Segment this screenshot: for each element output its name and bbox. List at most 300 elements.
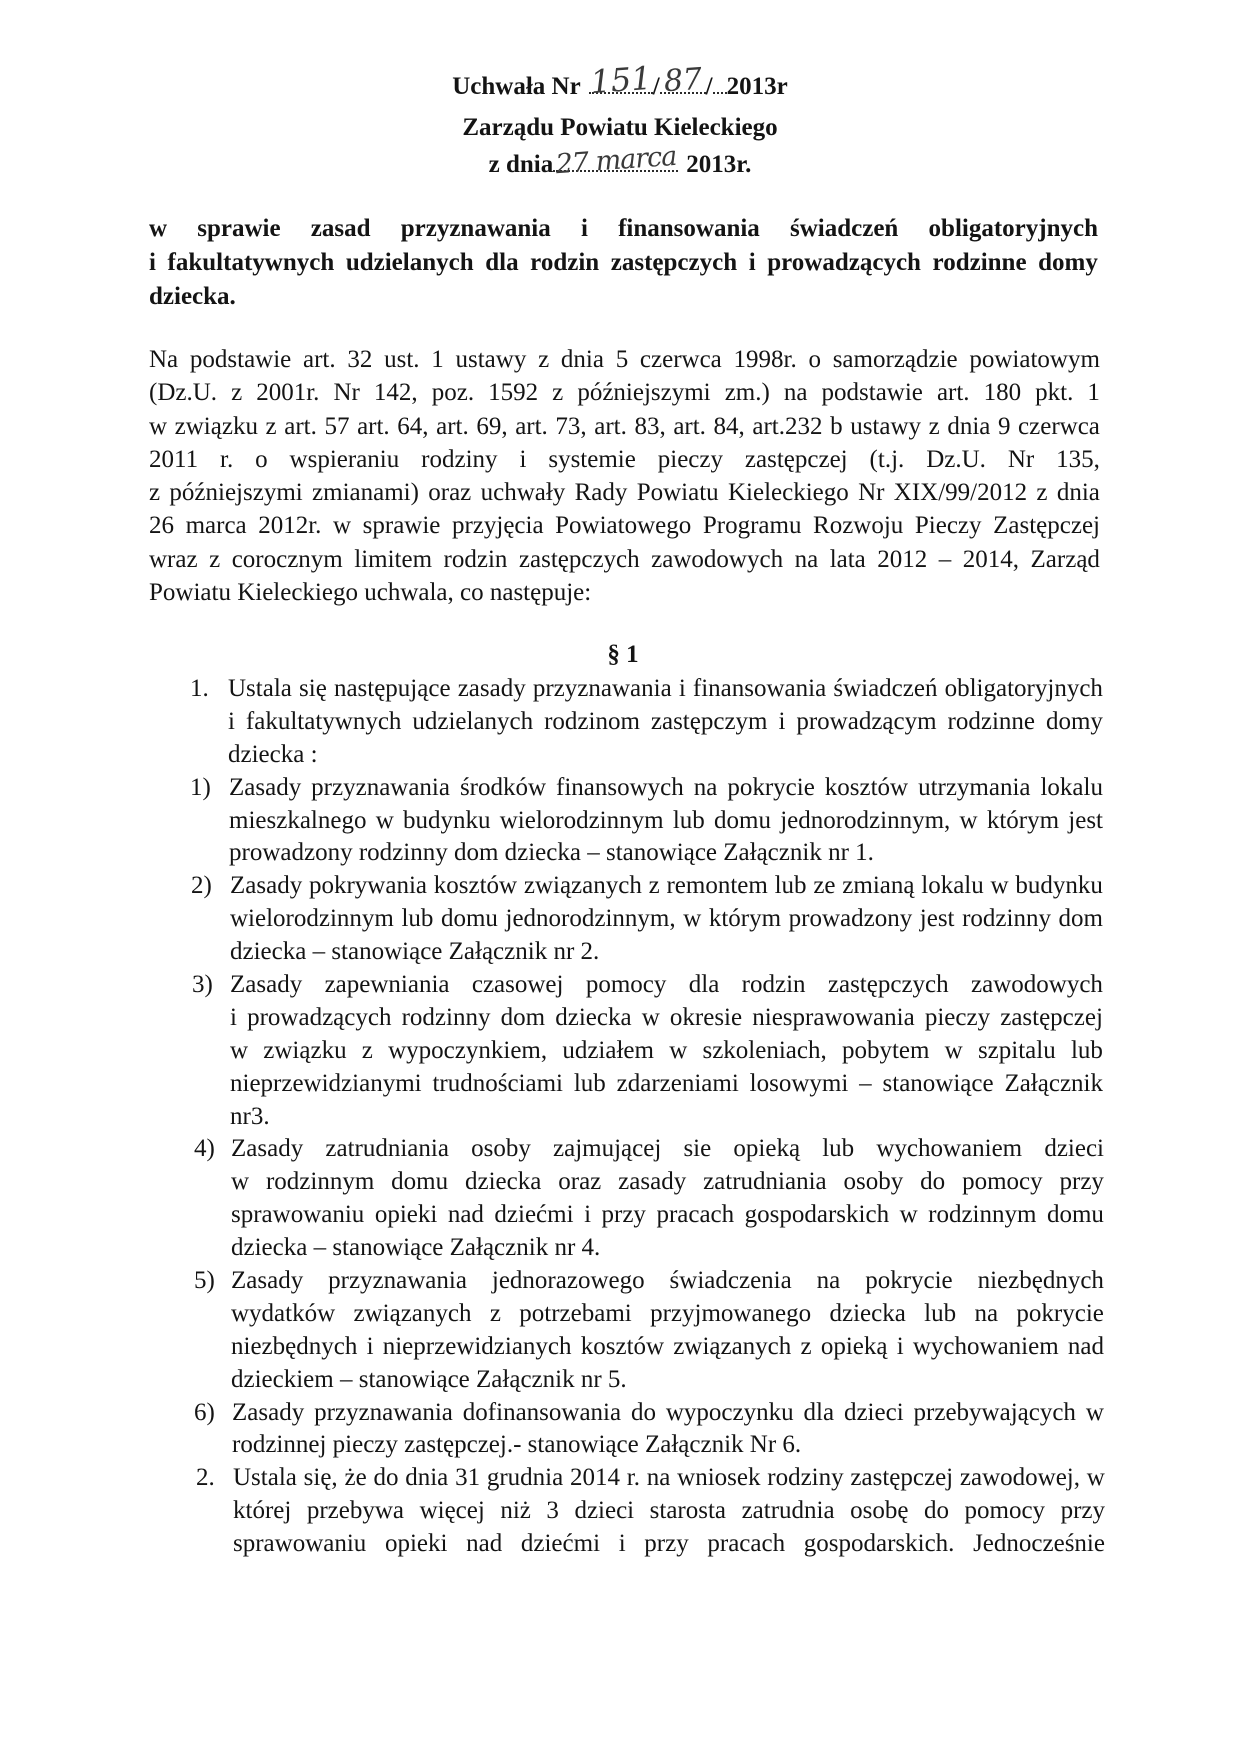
item-line [231,1199,1104,1232]
word: z [1036,479,1048,507]
word: losowymi [749,1069,849,1097]
word: dzieci [574,1497,635,1525]
item-line: prowadzony rodzinny dom dziecka – stanowiące Załącznik nr 1. [229,839,874,867]
word: przyjęcia [451,512,544,540]
word: – [938,545,952,573]
word: zawodowych [651,545,784,573]
word: wielorodzinnym [499,806,664,834]
word: zmianami) [312,479,419,507]
word: pomocy [585,971,667,999]
word: (Dz.U. [149,379,218,407]
word: pkt. [1035,379,1074,407]
word: sprawie [362,512,441,540]
word: 2014 [570,1464,620,1492]
word: remontem [666,872,768,900]
word: zasady [457,675,526,702]
item-line [231,1331,1104,1364]
word: art. [673,412,706,440]
word: w [944,1036,963,1064]
word: do [630,1398,656,1426]
word: 9 [997,412,1011,440]
word: jednorazowego [491,1267,645,1295]
word: rodzin [741,971,806,999]
word: przy [644,1530,689,1558]
title-separator: / [652,73,660,100]
word: art. [936,379,970,407]
word: b [830,412,843,440]
word: nad [447,1201,484,1229]
word: rodziny [767,1464,844,1492]
word: Zasady [230,872,303,900]
word: utrzymania [918,773,1031,801]
item-marker: 1) [190,773,211,801]
word: zmianą [842,872,915,900]
word: Nr [333,379,360,407]
section-heading: § 1 [607,641,639,668]
word: Powiatowego [555,512,692,540]
word: w [231,1168,250,1196]
word: osoby [843,1168,904,1196]
word: limitem [354,545,433,573]
word: poz. [431,379,475,407]
word: 1 [431,346,444,373]
resolution-title [0,58,1240,104]
word: wniosek [677,1464,761,1492]
word: na [794,545,819,573]
word: zapewniania [324,971,450,999]
resolution-subject [149,212,1098,314]
word: lub [1070,1036,1103,1064]
word: wspieraniu [289,445,400,473]
word: na [816,1267,841,1295]
word: zastępczych [518,545,640,573]
word: dnia [947,412,991,440]
word: Zarząd [1030,545,1100,573]
word: dziecka [555,1003,632,1031]
word: lub [401,905,434,933]
word: dofinansowania [462,1398,622,1426]
item-line: nr3. [230,1102,270,1130]
word: przyznawania [311,773,450,801]
item-line [231,1166,1104,1199]
provisions-list [0,673,1240,1561]
word: w [230,1036,249,1064]
word: na [646,1464,671,1492]
item-line [231,1298,1104,1331]
word: domu [440,905,498,933]
word: zatrudniania [703,1168,827,1196]
word: niezbędnych [977,1267,1104,1295]
word: i [778,707,786,735]
word: na [693,773,718,801]
word: stanowiące [882,1069,994,1097]
word: czasowej [471,971,564,999]
word: pokrycie [727,773,815,801]
item-line: dziecka : [228,740,318,768]
word: której [233,1497,292,1525]
word: Zasady [231,1135,304,1163]
word: domu [391,1168,449,1196]
item-marker: 2) [191,872,212,900]
word: przyznawania [328,1267,467,1295]
word: więcej [419,1497,485,1525]
word: związku [263,1036,347,1064]
word: przyjmowanego [650,1299,812,1327]
date-prefix: z dnia [488,151,554,178]
word: Zasady [230,971,303,999]
word: pracach [656,1201,735,1229]
word: pieczy [924,1003,991,1031]
preamble-line [149,443,1100,476]
word: pokrycie [865,1267,953,1295]
word: dzieci [843,1398,904,1426]
item-text [233,1462,1105,1561]
word: dnia [560,346,604,373]
date-line [0,140,1240,182]
word: jednorodzinnym, [505,905,676,933]
legal-basis-paragraph [149,343,1100,609]
word: udzielanych [345,249,474,276]
word: następujące [333,675,451,702]
word: dziećmi [494,1201,574,1229]
word: lub [822,1135,855,1163]
preamble-line: Powiatu Kieleckiego uchwala, co następuje: [149,579,592,607]
word: 1998r. [733,346,797,373]
item-text [231,1265,1104,1397]
word: i [748,249,756,276]
word: prowadzących [247,1003,392,1031]
word: opieki [384,1530,448,1558]
word: dla [688,971,720,999]
item-marker: 5) [194,1267,215,1295]
word: finansowania [692,675,827,702]
word: dom [1058,905,1103,933]
word: rodzinny [401,1003,491,1031]
item-text [231,1133,1104,1265]
word: w [990,872,1009,900]
word: Rozwoju [813,512,904,540]
word: obligatoryjnych [928,215,1098,242]
word: przebywa [306,1497,405,1525]
word: się, [303,1464,338,1492]
word: w [683,905,702,933]
word: Powiatu [636,479,719,507]
word: 1592 [488,379,539,407]
word: pracach [707,1530,786,1558]
word: domu [714,806,771,834]
word: sprawie [197,215,281,242]
word: niesprawowania [752,1003,915,1031]
word: osoby [471,1135,531,1163]
word: i [149,249,156,276]
word: pobytem [841,1036,930,1064]
word: szkoleniach, [702,1036,827,1064]
word: z [361,1036,373,1064]
word: 64, [397,412,429,440]
word: świadczenia [669,1267,792,1295]
preamble-line [149,410,1100,443]
word: ze [813,872,836,900]
word: dom [500,1003,546,1031]
item-line [230,1068,1103,1101]
word: ust. [384,346,420,373]
item-line [230,1035,1103,1068]
word: domu [1046,1201,1104,1229]
word: w [149,412,168,440]
word: 84, [713,412,745,440]
word: 32 [347,346,373,373]
item-line [230,969,1103,1002]
word: 2012r. [258,512,322,540]
word: lub [672,806,705,834]
word: corocznym [231,545,343,573]
word: przyznawania [314,1398,453,1426]
word: przyznawania [400,215,551,242]
word: do [923,1497,949,1525]
title-separator: / [705,73,713,100]
list-item [0,772,1240,871]
word: późniejszymi [577,379,711,407]
handwritten-session-number: 87 [662,61,703,100]
session-blank [660,61,706,100]
word: XIX/99/2012 [893,479,1028,507]
word: z [928,412,940,440]
word: z [209,545,221,573]
word: związanych [523,872,642,900]
word: zastępczym [650,707,768,735]
word: 31 [455,1464,481,1492]
word: o [255,445,268,473]
word: pokrywania [308,872,427,900]
word: – [859,1069,872,1097]
date-year: 2013r. [686,151,752,178]
word: Kieleckiego [727,479,849,507]
word: Ustala [228,675,292,702]
word: świadczeń [833,675,938,702]
item-line [233,1462,1105,1495]
word: rodzinnym [928,1201,1037,1229]
word: rodzinne [947,707,1035,735]
item-line [233,1495,1105,1528]
word: którym [986,806,1060,834]
word: r. [220,445,234,473]
word: wraz [149,545,198,573]
word: dnia [405,1464,449,1492]
word: przy [1060,1497,1105,1525]
word: w [149,215,168,242]
word: wypoczynkiem, [388,1036,548,1064]
handwritten-date: 27 marca [554,140,678,181]
word: i [584,1201,592,1229]
item-line [231,1265,1104,1298]
word: związku [174,412,258,440]
item-line: dzieckiem – stanowiące Załącznik nr 5. [231,1365,627,1393]
word: na [974,1299,999,1327]
word: zastępczych [610,249,738,276]
item-text [229,772,1103,871]
word: lokalu [921,872,984,900]
item-marker: 3) [192,971,213,999]
list-item [0,1133,1240,1265]
year-blank [713,74,727,94]
word: wypoczynku [665,1398,794,1426]
word: w [899,1201,918,1229]
item-line [230,1002,1103,1035]
word: zdarzeniami [616,1069,739,1097]
word: 5 [615,346,629,373]
word: Pieczy [914,512,982,540]
word: budynku [1015,872,1103,900]
word: finansowych [556,773,684,801]
word: 2014, [962,545,1020,573]
word: z [538,346,550,373]
word: lokalu [1040,773,1103,801]
word: niż [500,1497,531,1525]
subject-line [149,246,1098,280]
word: w [1086,1464,1105,1492]
word: Dz.U. [926,445,986,473]
word: systemie [548,445,636,473]
word: 26 [149,512,174,540]
word: Jednocześnie [973,1530,1105,1558]
word: nad [466,1530,503,1558]
item-line [230,870,1103,903]
word: podstawie [821,379,923,407]
word: domy [1038,249,1098,276]
word: powiatowym [969,346,1100,373]
word: nieprzewidzianymi [230,1069,422,1097]
preamble-line [149,343,1100,376]
word: lub [573,1069,606,1097]
word: sie [683,1135,712,1163]
word: potrzebami [519,1299,632,1327]
word: opieką [820,1332,888,1360]
word: o [808,346,821,373]
word: dziećmi [520,1530,601,1558]
word: nieprzewidzianych [382,1332,572,1360]
word: art. [594,412,627,440]
word: związanych [673,1332,792,1360]
date-blank [553,140,678,181]
word: do [920,1168,946,1196]
word: prowadzącym [796,707,937,735]
word: do [373,1464,399,1492]
word: niezbędnych [231,1332,358,1360]
word: czerwca [639,346,722,373]
word: zastępczych [827,971,949,999]
word: i [366,1332,374,1360]
item-line: dziecka – stanowiące Załącznik nr 4. [231,1234,601,1262]
word: rodzinnym [265,1168,375,1196]
word: kosztów [580,1332,665,1360]
word: Załącznik [1004,1069,1103,1097]
word: i [228,707,235,735]
word: dzieci [1044,1135,1104,1163]
word: finansowania [618,215,760,242]
item-text [230,870,1103,969]
word: okresie [669,1003,743,1031]
item-line [232,1397,1104,1430]
word: 180 [983,379,1022,407]
word: pieczy [657,445,723,473]
word: Nr [858,479,885,507]
word: gospodarskich. [803,1530,955,1558]
word: jest [1068,806,1103,834]
word: 1 [1087,379,1100,407]
word: z [648,872,660,900]
item-line [229,805,1103,838]
word: 83, [634,412,666,440]
word: gospodarskich [744,1201,890,1229]
word: 2012 [877,545,928,573]
word: nad [1067,1332,1104,1360]
item-text [230,969,1103,1133]
word: r. [626,1464,640,1492]
list-item [0,673,1240,772]
word: z [231,379,243,407]
word: marca [185,512,247,540]
word: późniejszymi [169,479,303,507]
word: którym [708,905,782,933]
item-line [229,772,1103,805]
word: lub [924,1299,957,1327]
word: czerwca [1018,412,1100,440]
item-marker: 6) [194,1398,215,1426]
item-line [230,903,1103,936]
word: z [265,412,277,440]
word: z [552,379,564,407]
word: opieki [374,1201,438,1229]
word: świadczeń [790,215,899,242]
word: i [519,445,527,473]
item-line [231,1133,1104,1166]
word: art. [284,412,317,440]
word: i [580,215,588,242]
word: 2011 [149,445,199,473]
issuer-line [0,111,1240,145]
word: rodzinne [932,249,1027,276]
title-prefix: Uchwała Nr [452,73,581,100]
title-year: 2013r [726,73,788,100]
item-line [233,1528,1105,1561]
word: rodzinom [544,707,640,735]
word: Zasady [232,1398,305,1426]
word: że [344,1464,367,1492]
word: Zastępczej [993,512,1100,540]
word: jednorodzinnym, [780,806,951,834]
word: dziecka [465,1168,542,1196]
subject-line [149,212,1098,246]
word: uchwały [480,479,566,507]
word: szpitalu [977,1036,1056,1064]
word: art.232 [752,412,823,440]
word: art. [303,346,336,373]
word: zawodowych [971,971,1103,999]
word: kosztów [433,872,518,900]
word: z [800,1332,812,1360]
preamble-line [149,376,1100,409]
word: prowadzących [767,249,921,276]
item-line: rodzinnej pieczy zastępczej.- stanowiące Załącznik Nr 6. [232,1431,802,1459]
word: z [149,479,161,507]
word: Zasady [231,1267,304,1295]
word: prowadzony [788,905,913,933]
word: sprawowaniu [231,1201,365,1229]
word: zatrudniania [325,1135,449,1163]
word: w [375,806,394,834]
word: jest [919,905,955,933]
word: zastępczej [744,445,848,473]
